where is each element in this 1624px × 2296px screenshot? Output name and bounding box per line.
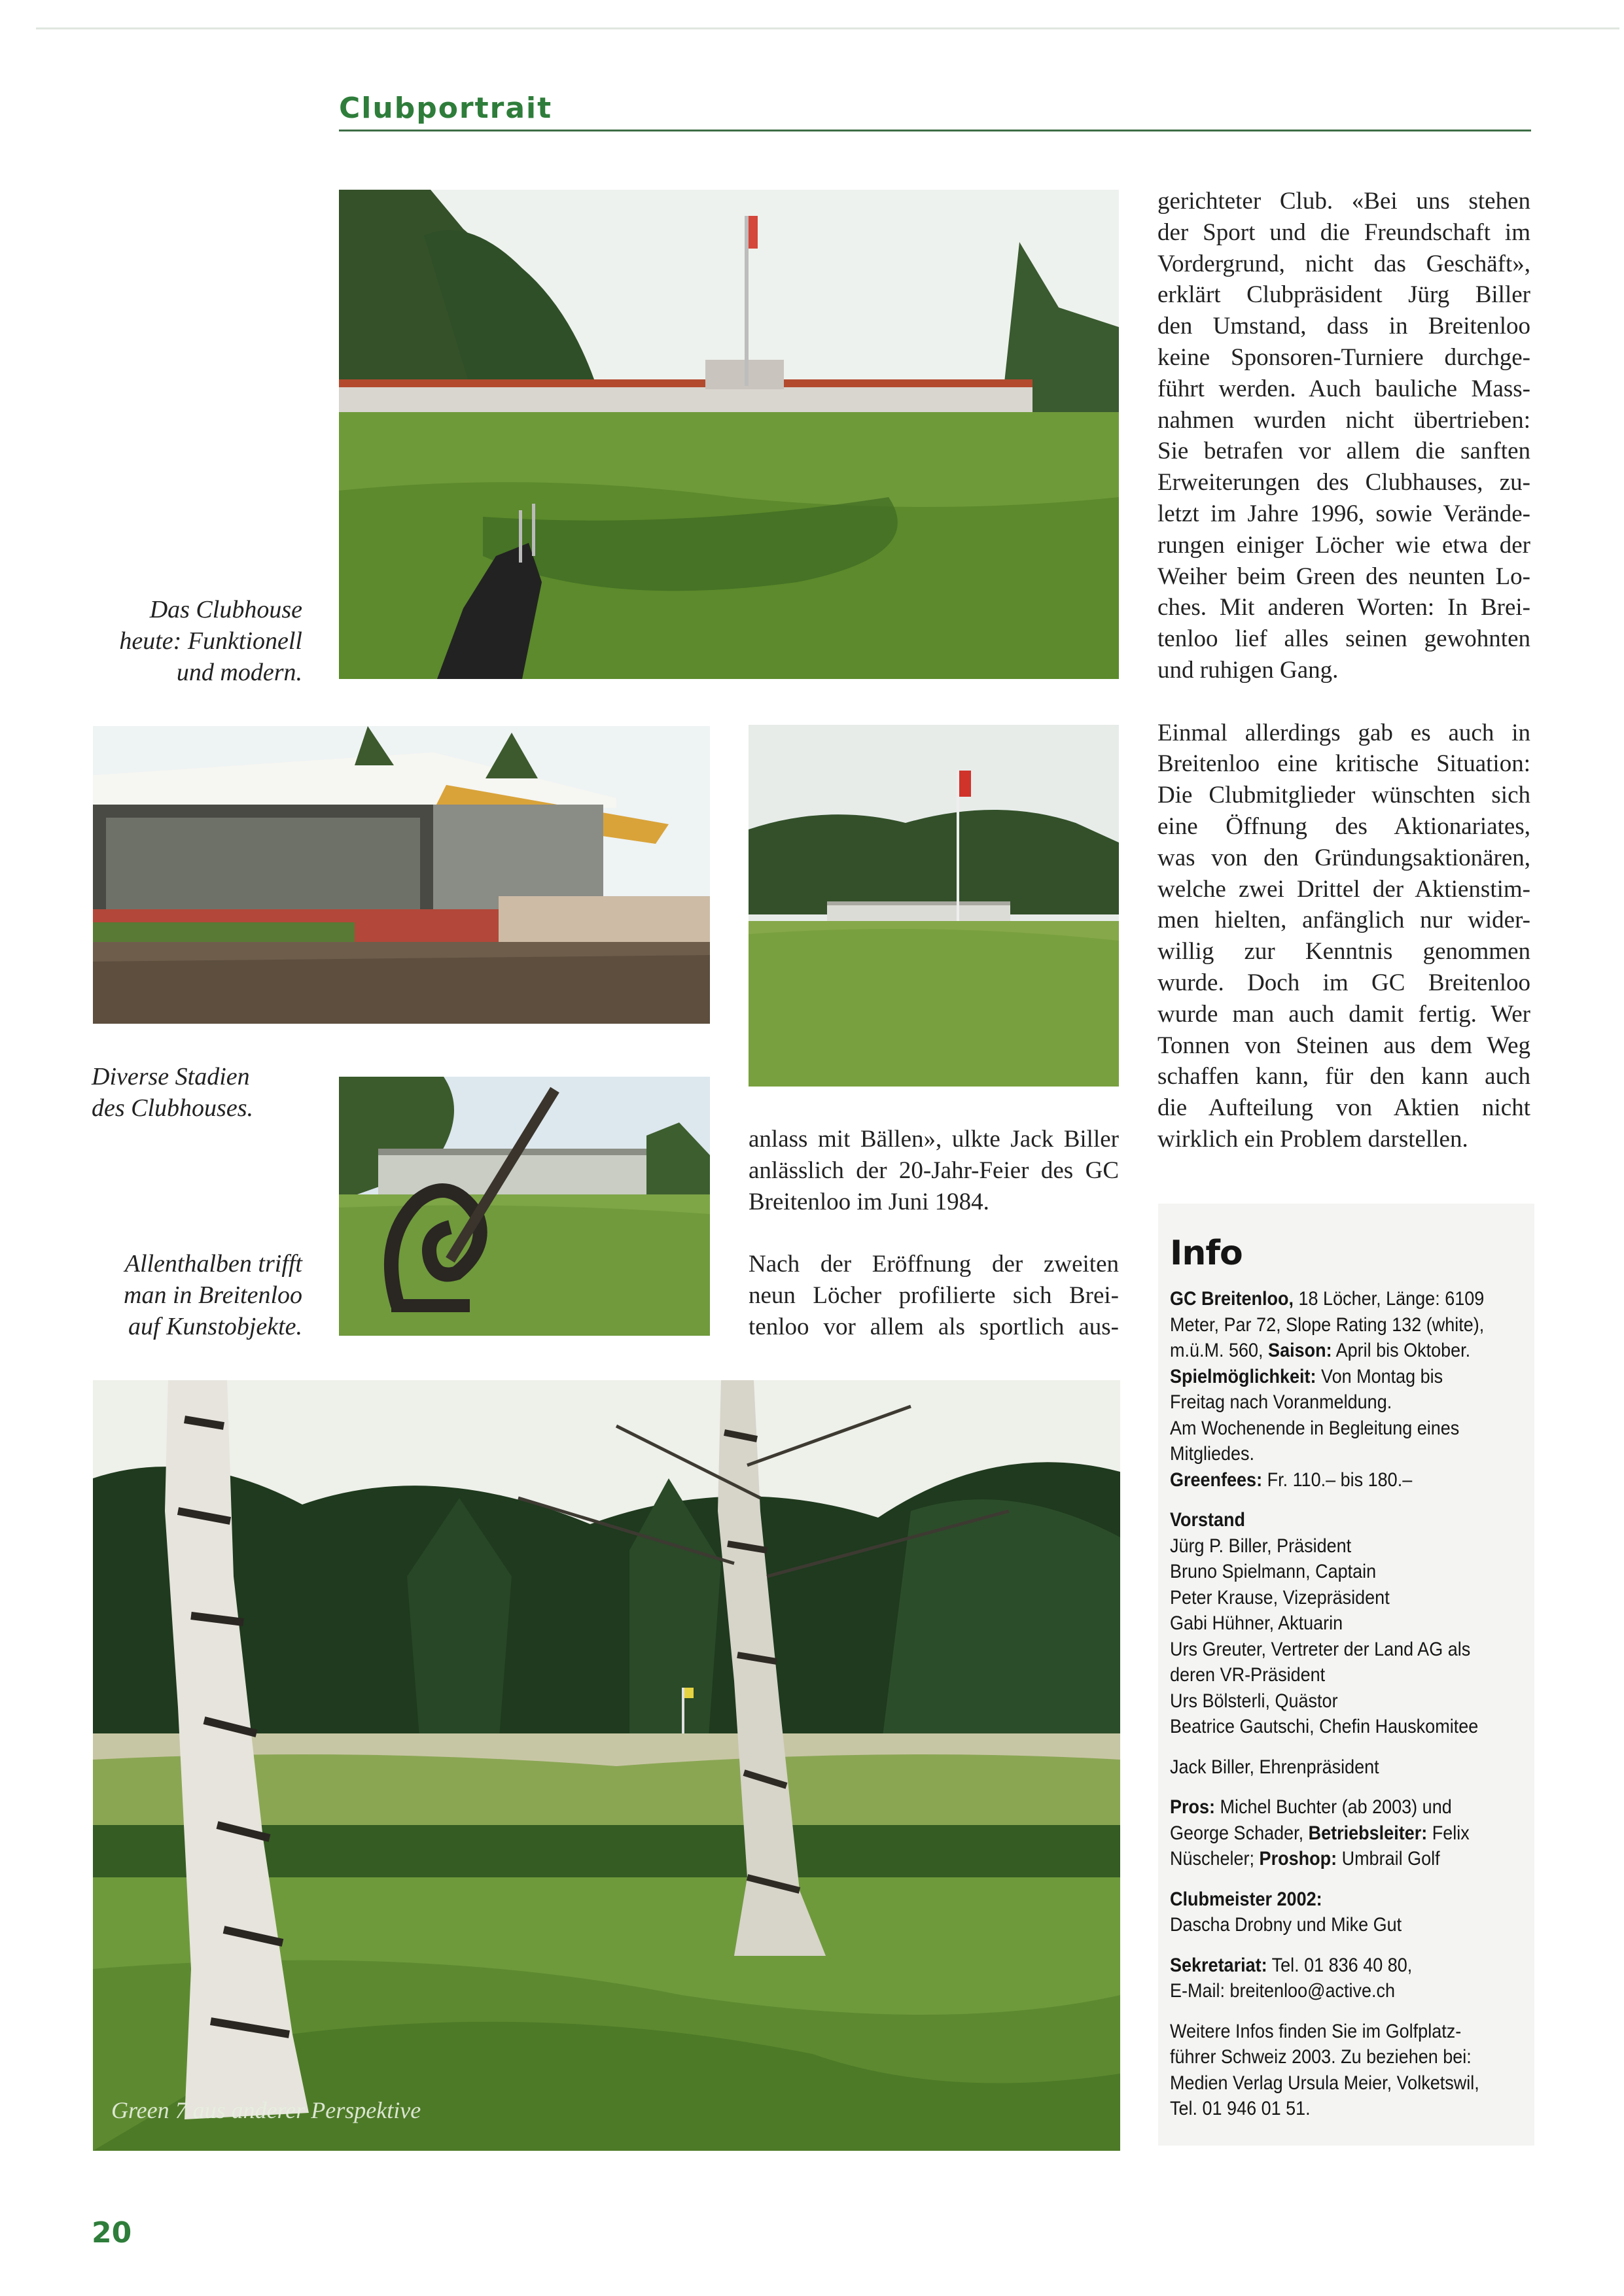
caption-stages: Diverse Stadien des Clubhouses. (92, 1063, 253, 1122)
caption-clubhouse-today: Das Clubhouse heute: Funktionell und modern. (119, 596, 302, 686)
clubhouse-photo (339, 190, 1119, 679)
section-title: Clubportrait (339, 92, 553, 125)
terrace-photo (93, 726, 710, 1024)
page-number: 20 (92, 2216, 132, 2250)
photo-caption-green7: Green 7 aus anderer Perspektive (111, 2097, 421, 2123)
article-column-middle: anlass mit Bällen», ulkte Jack Biller anlässlich der 20-Jahr-Feier des GC Breitenloo im Juni 1984. Nach der Eröffnung der zweiten neun Löcher profilierte sich Brei- tenloo vor allem als sportlich aus- (749, 1126, 1119, 1340)
title-rule (339, 130, 1531, 131)
info-title: Info (1170, 1234, 1243, 1273)
info-body: GC Breitenloo, 18 Löcher, Länge: 6109 Meter, Par 72, Slope Rating 132 (white), m.ü.M. 560, Saison: April bis Oktober. Spielmöglichkeit: Von Montag bis Freitag nach Voranmeldung. Am Wochenende in Begleitung eines Mitgliedes. Greenfees: Fr. 110.– bis 180.– Vorstand Jürg P. Biller, Präsident Bruno Spielmann, Captain Peter Krause, Vizepräsident Gabi Hühner, Aktuarin Urs Greuter, Vertreter der Land AG als deren VR-Präsident Urs Bölsterli, Quästor Beatrice Gautschi, Chefin Hauskomitee Jack Biller, Ehrenpräsident Pros: Michel Buchter (ab 2003) und George Schader, Betriebsleiter: Felix Nüscheler; Proshop: Umbrail Golf Clubmeister 2002: Dascha Drobny und Mike Gut Sekretariat: Tel. 01 836 40 80, E-Mail: breitenloo@active.ch Weitere Infos finden Sie im Golfplatz- führer Schweiz 2003. Zu beziehen bei: Medien Verlag Ursula Meier, Volketswil, Tel. 01 946 01 51. (1170, 1288, 1485, 2119)
article-column-right: gerichteter Club. «Bei uns stehen der Sport und die Freundschaft im Vordergrund, nicht das Geschäft», erklärt Clubpräsident Jürg Biller den Umstand, dass in Breitenloo keine Sponsoren-Turniere durchge- führt werden. Auch bauliche Mass- nahmen wurden nicht übertrieben: Sie betrafen vor allem die sanften Erweiterungen des Clubhauses, zu- letzt im Jahre 1996, sowie Verände- rungen einiger Löcher wie etwa der Weiher beim Green des neunten Lo- ches. Mit anderen Worten: In Brei- tenloo lief alles seinen gewohnten und ruhigen Gang. Einmal allerdings gab es auch in Breitenloo eine kritische Situation: Die Clubmitglieder wünschten sich eine Öffnung des Aktionariates, was von den Gründungsaktionären, welche zwei Drittel der Aktienstim- men hielten, anfänglich nur wider- willig zur Kenntnis genommen wurde. Doch im GC Breitenloo wurde man auch damit fertig. Wer Tonnen von Steinen aus dem Weg schaffen kann, für den kann auch die Aufteilung von Aktien nicht wirklich ein Problem darstellen. (1157, 188, 1530, 1153)
caption-art: Allenthalben trifft man in Breitenloo auf Kunstobjekte. (124, 1250, 302, 1340)
green-flag-photo (749, 725, 1119, 1087)
top-rule (36, 27, 1619, 29)
sculpture-photo (339, 1077, 710, 1336)
green7-photo (93, 1380, 1120, 2151)
